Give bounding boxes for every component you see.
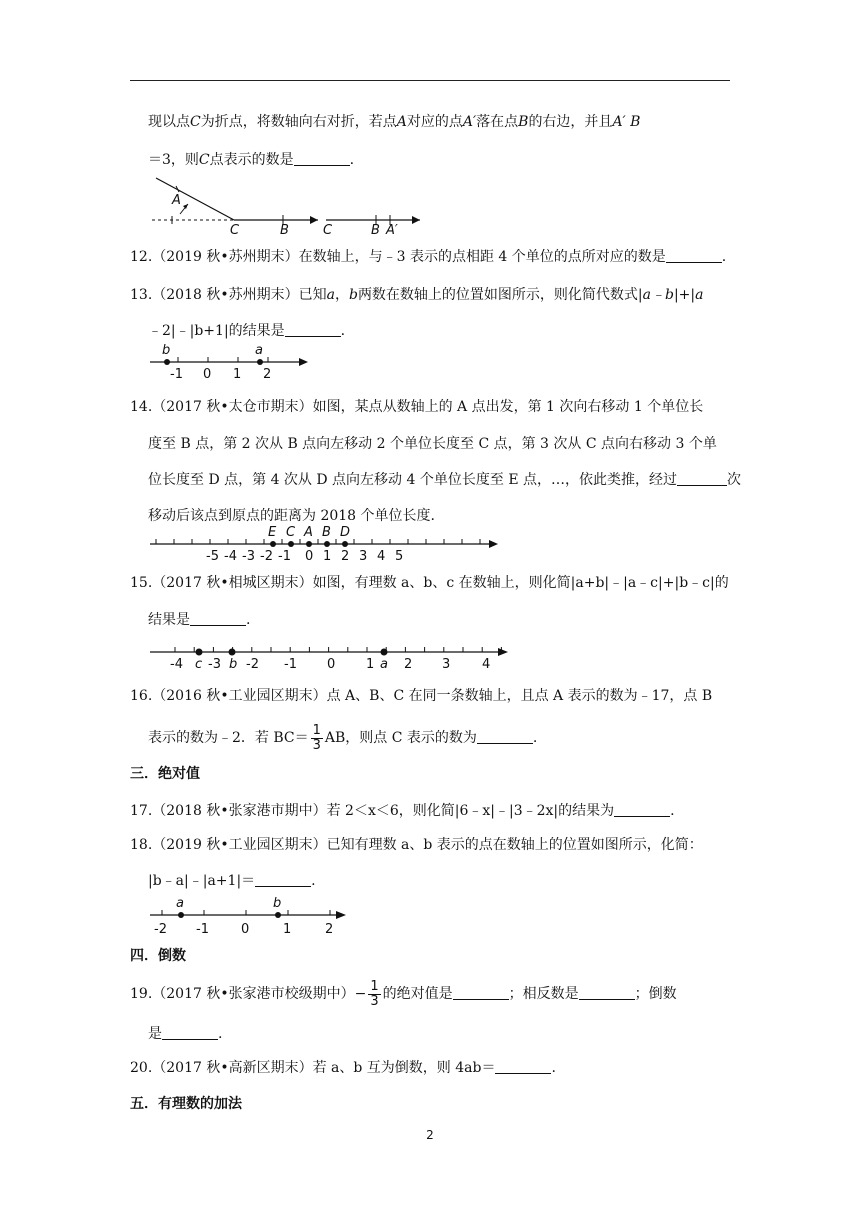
tick-label: 2 [404, 657, 413, 672]
fig-label: A′ [386, 223, 398, 238]
fig-label: B [371, 223, 380, 238]
section-heading: 五．有理数的加法 [130, 1096, 242, 1112]
q13-line1: 13.（2018 秋•苏州期末）已知a，b两数在数轴上的位置如图所示，则化简代数式|a﹣b|+|a [130, 287, 704, 303]
q14-line4: 移动后该点到原点的距离为 2018 个单位长度. [148, 508, 435, 524]
point-label-C: C [286, 525, 296, 540]
q18-line2: |b﹣a|﹣|a+1|＝ . [148, 873, 316, 889]
tick-label: 0 [305, 549, 314, 564]
fig-label: C [230, 223, 240, 238]
tick-label: 2 [263, 367, 272, 382]
section-heading: 四．倒数 [130, 948, 186, 964]
tick-label: 3 [359, 549, 368, 564]
q16-line1: 16.（2016 秋•工业园区期末）点 A、B、C 在同一条数轴上，且点 A 表示的数为﹣17，点 B [130, 688, 713, 704]
tick-label: 0 [203, 367, 212, 382]
tick-label: 4 [482, 657, 491, 672]
tick-label: 4 [377, 549, 386, 564]
q14-line1: 14.（2017 秋•太仓市期末）如图，某点从数轴上的 A 点出发，第 1 次向右移动 1 个单位长 [130, 399, 704, 415]
tick-label: 1 [233, 367, 242, 382]
fig-label: A [172, 193, 181, 208]
q15-number-line [148, 640, 514, 674]
tick-label: 0 [241, 922, 250, 937]
point-label-a: a [380, 657, 388, 672]
tick-label: -1 [284, 657, 297, 672]
q20: 20.（2017 秋•高新区期末）若 a、b 互为倒数，则 4ab＝ . [130, 1060, 556, 1076]
q11-line1: 现以点C为折点，将数轴向右对折，若点A对应的点A′落在点B的右边，并且A′ B [148, 114, 641, 130]
tick-label: -1 [170, 367, 183, 382]
q14-line2: 度至 B 点，第 2 次从 B 点向左移动 2 个单位长度至 C 点，第 3 次从 C 点向右移动 3 个单 [148, 436, 717, 452]
tick-label: -5 [206, 549, 219, 564]
point-label-b: b [162, 343, 171, 358]
answer-blank[interactable] [255, 872, 311, 887]
fraction-one-third: $\frac{1}{3}$ [370, 978, 379, 1009]
answer-blank[interactable] [453, 985, 509, 1000]
tick-label: 1 [283, 922, 292, 937]
answer-blank[interactable] [190, 611, 246, 626]
q14-line3: 位长度至 D 点，第 4 次从 D 点向左移动 4 个单位长度至 E 点，…，依此类推，经过 次 [148, 472, 741, 488]
answer-blank[interactable] [666, 248, 722, 263]
tick-label: 5 [395, 549, 404, 564]
tick-label: -1 [278, 549, 291, 564]
point-label-b: b [273, 896, 282, 911]
tick-marks [175, 647, 501, 652]
tick-label: 2 [325, 922, 334, 937]
tick-label: -4 [170, 657, 183, 672]
fig-label: B [280, 223, 289, 238]
answer-blank[interactable] [677, 471, 727, 486]
answer-blank[interactable] [285, 322, 341, 337]
q11-fold-figure [148, 176, 428, 238]
answer-blank[interactable] [294, 151, 350, 166]
tick-label: -2 [246, 657, 259, 672]
section-heading: 三．绝对值 [130, 766, 200, 782]
answer-blank[interactable] [495, 1059, 551, 1074]
tick-marks [156, 539, 480, 544]
q16-line2: 表示的数为﹣2．若 BC＝ $\frac{1}{3}$ AB，则点 C 表示的数为 . [148, 722, 538, 753]
answer-blank[interactable] [477, 729, 533, 744]
q14-number-line [148, 520, 508, 564]
point-label-b: b [229, 657, 238, 672]
answer-blank[interactable] [614, 802, 670, 817]
tick-label: -2 [154, 922, 167, 937]
tick-label: -2 [260, 549, 273, 564]
tick-label: -3 [208, 657, 221, 672]
tick-label: 1 [323, 549, 332, 564]
header-rule [130, 80, 730, 81]
q13-number-line [148, 342, 318, 384]
point-label-A: A [304, 525, 313, 540]
q17: 17.（2018 秋•张家港市期中）若 2＜x＜6，则化简|6﹣x|﹣|3﹣2x|的结果为 . [130, 803, 675, 819]
q18-line1: 18.（2019 秋•工业园区期末）已知有理数 a、b 表示的点在数轴上的位置如图所示，化简： [130, 837, 703, 853]
point-label-E: E [268, 525, 277, 540]
tick-label: 0 [327, 657, 336, 672]
point-label-c: c [195, 657, 203, 672]
q15-line1: 15.（2017 秋•相城区期末）如图，有理数 a、b、c 在数轴上，则化简|a+b|﹣|a﹣c|+|b﹣c|的 [130, 575, 729, 591]
tick-label: 1 [366, 657, 375, 672]
answer-blank[interactable] [579, 985, 635, 1000]
tick-label: 2 [341, 549, 350, 564]
point-label-D: D [340, 525, 351, 540]
tick-label: -4 [224, 549, 237, 564]
point-label-a: a [176, 896, 184, 911]
tick-label: 3 [442, 657, 451, 672]
q12: 12.（2019 秋•苏州期末）在数轴上，与﹣3 表示的点相距 4 个单位的点所对应的数是 . [130, 249, 727, 265]
answer-blank[interactable] [162, 1025, 218, 1040]
q18-number-line [148, 893, 354, 937]
q13-line2: ﹣2|﹣|b+1|的结果是 . [148, 323, 346, 339]
fig-label: C [323, 223, 333, 238]
q19-line1: 19.（2017 秋•张家港市校级期中）− $\frac{1}{3}$ 的绝对值是 ；相反数是 ；倒数 [130, 978, 677, 1009]
tick-label: -3 [242, 549, 255, 564]
q15-line2: 结果是 . [148, 612, 251, 628]
q19-line2: 是 . [148, 1026, 223, 1042]
page-number: 2 [426, 1128, 434, 1142]
q11-line2: ＝3，则C点表示的数是 . [148, 152, 355, 168]
point-label-B: B [322, 525, 331, 540]
point-label-a: a [255, 343, 263, 358]
fraction-one-third: $\frac{1}{3}$ [312, 722, 321, 753]
tick-label: -1 [196, 922, 209, 937]
